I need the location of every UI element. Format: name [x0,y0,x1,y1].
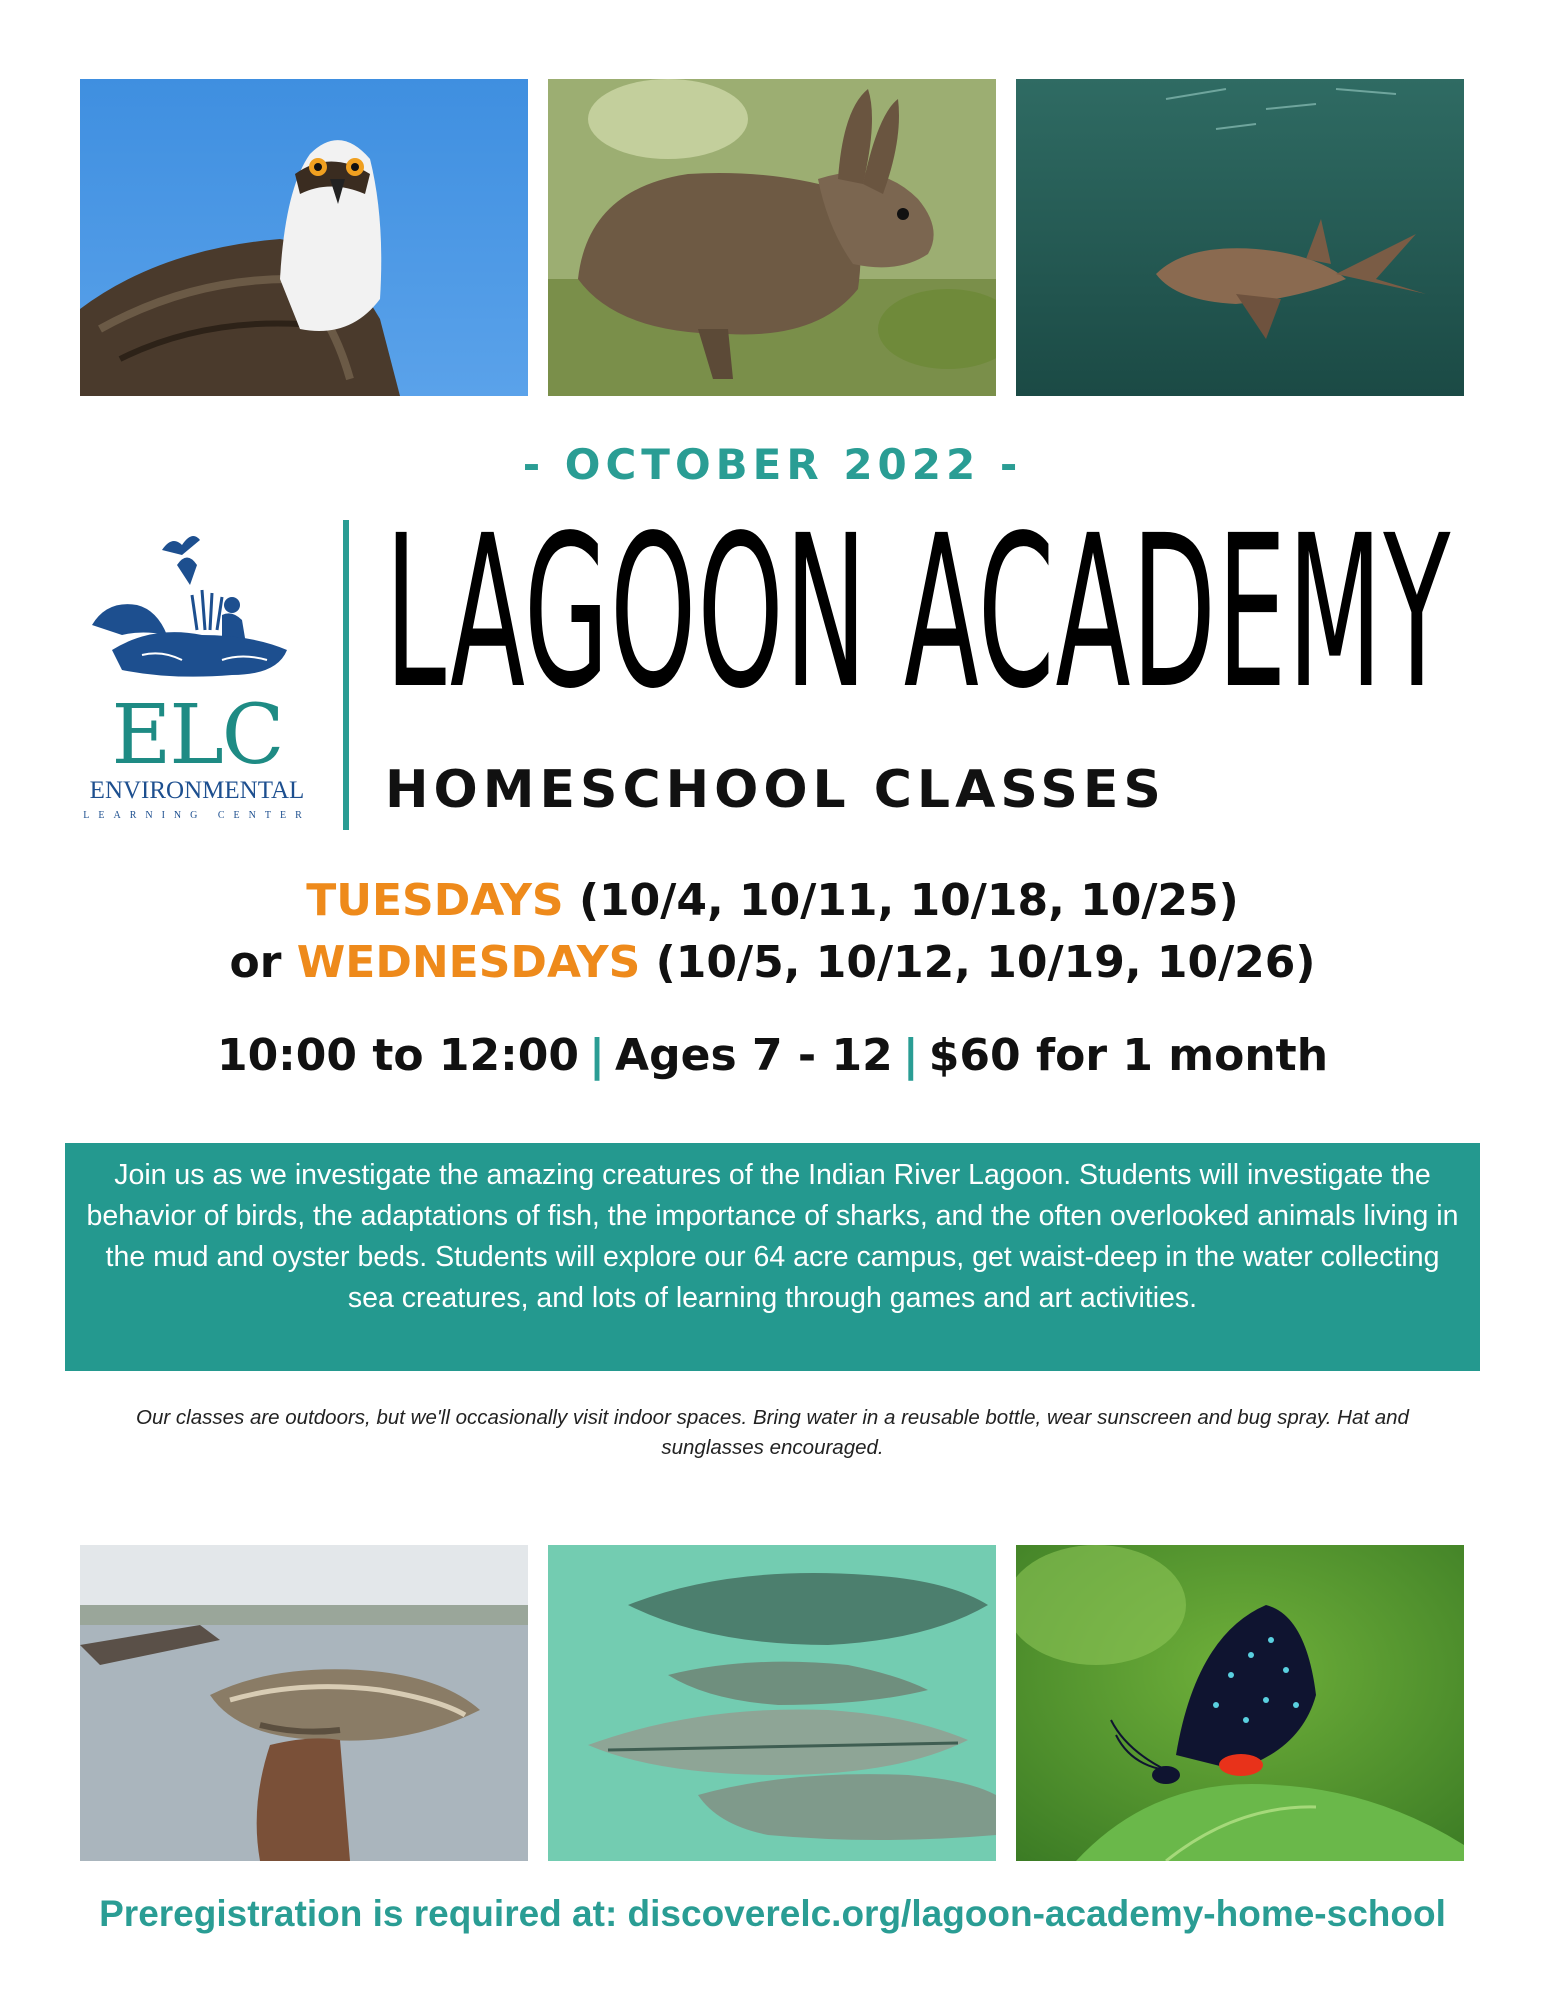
description-box: Join us as we investigate the amazing creatures of the Indian River Lagoon. Students will investigate the behavior of birds, the adaptations of fish, the importance of sharks, and the often overlooked animals living in the mud and oyster beds. Students will explore our 64 acre campus, get waist-deep in the water collecting sea creatures, and lots of learning through games and art activities. [65,1143,1480,1371]
registration-link[interactable]: Preregistration is required at: discoverelc.org/lagoon-academy-home-school [99,1893,1446,1934]
separator: | [588,1030,606,1081]
tuesdays-line [0,875,1545,926]
wednesdays-label: WEDNESDAYS [296,937,641,988]
wednesdays-line [0,937,1545,988]
tuesdays-label: TUESDAYS [306,875,564,926]
osprey-photo [80,79,528,396]
logo-tagline: LEARNING CENTER [83,810,311,821]
marsh-rabbit-photo [548,79,996,396]
elc-logo-icon [82,525,312,695]
class-time: 10:00 to 12:00 [216,1030,579,1081]
page-title: LAGOON ACADEMY [385,490,1452,735]
nurse-shark-photo [1016,79,1464,396]
snook-fish-photo [548,1545,996,1861]
tuesdays-dates: (10/4, 10/11, 10/18, 10/25) [563,875,1239,926]
month-heading: - OCTOBER 2022 - [522,440,1023,489]
or-label: or [229,937,297,988]
elc-logo [82,525,312,830]
oyster-photo [80,1545,528,1861]
class-price: $60 for 1 month [928,1030,1329,1081]
outdoor-note: Our classes are outdoors, but we'll occasionally visit indoor spaces. Bring water in a reusable bottle, wear sunscreen and bug spray. Hat and sunglasses encouraged. [136,1406,1409,1459]
logo-name: ENVIRONMENTAL [89,777,305,804]
wednesdays-dates: (10/5, 10/12, 10/19, 10/26) [640,937,1316,988]
atala-butterfly-photo [1016,1545,1464,1861]
class-ages: Ages 7 - 12 [615,1030,893,1081]
class-details [0,1030,1545,1081]
title-divider [343,520,349,830]
separator: | [902,1030,919,1081]
logo-abbr: ELC [111,688,283,783]
page-subtitle: HOMESCHOOL CLASSES [385,760,1166,820]
